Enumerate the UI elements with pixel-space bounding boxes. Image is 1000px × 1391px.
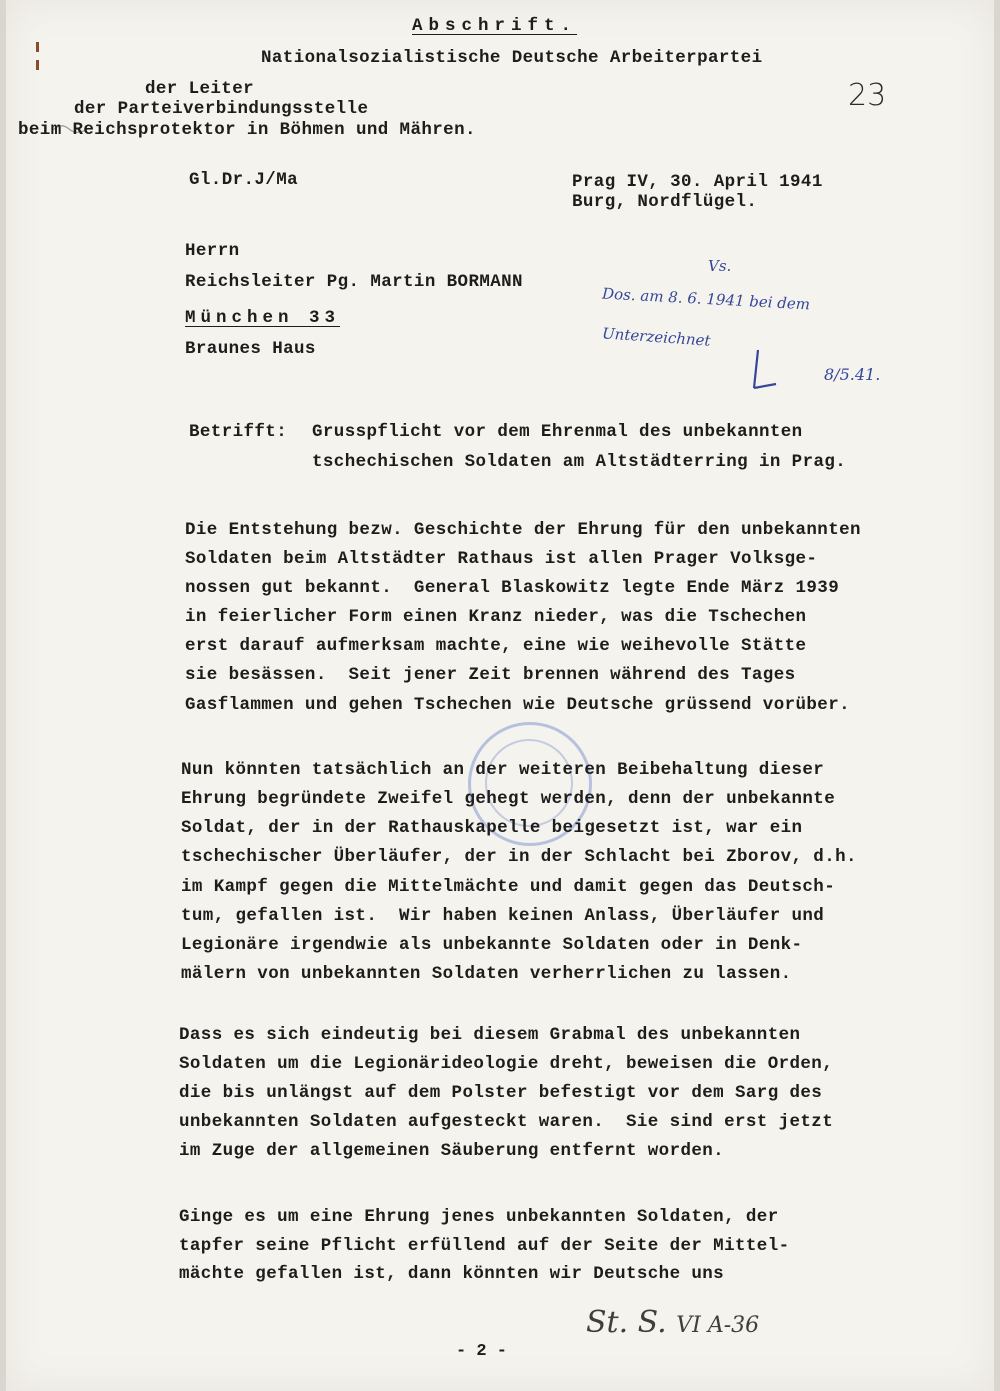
paragraph-2-line: tum, gefallen ist. Wir haben keinen Anlass, Überläufer und bbox=[181, 906, 825, 926]
sender-line-1: der Leiter bbox=[145, 79, 255, 99]
recipient-name: Reichsleiter Pg. Martin BORMANN bbox=[185, 272, 523, 292]
paragraph-1-line: Gasflammen und gehen Tschechen wie Deutsche grüssend vorüber. bbox=[185, 695, 851, 715]
paragraph-4-line: tapfer seine Pflicht erfüllend auf der Seite der Mittel- bbox=[179, 1236, 790, 1256]
party-name: Nationalsozialistische Deutsche Arbeiterpartei bbox=[261, 48, 763, 68]
place-date: Prag IV, 30. April 1941 bbox=[572, 172, 823, 192]
paragraph-3-line: Dass es sich eindeutig bei diesem Grabmal des unbekannten bbox=[179, 1025, 801, 1045]
paragraph-2-line: im Kampf gegen die Mittelmächte und damit gegen das Deutsch- bbox=[181, 877, 836, 897]
handwritten-note-line-1: Vs. bbox=[708, 257, 732, 275]
sender-line-3: beim Reichsprotektor in Böhmen und Mähren. bbox=[18, 120, 476, 140]
place-sub: Burg, Nordflügel. bbox=[572, 192, 758, 212]
paragraph-1-line: Soldaten beim Altstädter Rathaus ist allen Prager Volksge- bbox=[185, 549, 818, 569]
footer-page-number: - 2 - bbox=[456, 1342, 508, 1361]
paragraph-1-line: Die Entstehung bezw. Geschichte der Ehrung für den unbekannten bbox=[185, 520, 861, 540]
paragraph-1-line: nossen gut bekannt. General Blaskowitz legte Ende März 1939 bbox=[185, 578, 840, 598]
paragraph-1-line: in feierlicher Form einen Kranz nieder, was die Tschechen bbox=[185, 607, 807, 627]
recipient-building: Braunes Haus bbox=[185, 339, 316, 359]
paragraph-3-line: die bis unlängst auf dem Polster befestigt vor dem Sarg des bbox=[179, 1083, 823, 1103]
paragraph-3-line: unbekannten Soldaten aufgesteckt waren. Sie sind erst jetzt bbox=[179, 1112, 834, 1132]
recipient-salutation: Herrn bbox=[185, 241, 240, 261]
paragraph-2-line: Nun könnten tatsächlich an der weiteren Beibehaltung dieser bbox=[181, 760, 825, 780]
paragraph-2-line: Soldat, der in der Rathauskapelle beigesetzt ist, war ein bbox=[181, 818, 803, 838]
page-number-stamp: 23 bbox=[848, 78, 887, 113]
paragraph-1-line: erst darauf aufmerksam machte, eine wie weihevolle Stätte bbox=[185, 636, 807, 656]
archive-mark-letters: St. S. bbox=[586, 1305, 667, 1340]
paragraph-2-line: mälern von unbekannten Soldaten verherrlichen zu lassen. bbox=[181, 964, 792, 984]
paragraph-2-line: Ehrung begründete Zweifel gehegt werden, denn der unbekannte bbox=[181, 789, 836, 809]
paragraph-3-line: im Zuge der allgemeinen Säuberung entfernt worden. bbox=[179, 1141, 725, 1161]
paragraph-1-line: sie besässen. Seit jener Zeit brennen während des Tages bbox=[185, 665, 796, 685]
handwritten-note-date: 8/5.41. bbox=[824, 365, 881, 384]
subject-label: Betrifft: bbox=[189, 422, 288, 442]
punch-mark bbox=[36, 42, 39, 52]
handwritten-initial-icon bbox=[746, 346, 786, 392]
punch-mark bbox=[36, 60, 39, 70]
document-page bbox=[6, 0, 994, 1391]
paragraph-2-line: Legionäre irgendwie als unbekannte Soldaten oder in Denk- bbox=[181, 935, 803, 955]
sender-line-2: der Parteiverbindungsstelle bbox=[74, 99, 369, 119]
handwritten-note-line-2: Dos. am 8. 6. 1941 bei dem bbox=[601, 284, 811, 314]
paragraph-3-line: Soldaten um die Legionärideologie dreht, beweisen die Orden, bbox=[179, 1054, 834, 1074]
subject-line-1: Grusspflicht vor dem Ehrenmal des unbekannten bbox=[312, 422, 803, 442]
handwritten-note-line-3: Unterzeichnet bbox=[601, 324, 712, 350]
archive-mark bbox=[586, 1305, 759, 1340]
paragraph-4-line: mächte gefallen ist, dann könnten wir Deutsche uns bbox=[179, 1264, 725, 1284]
subject-line-2: tschechischen Soldaten am Altstädterring in Prag. bbox=[312, 452, 847, 472]
paragraph-4-line: Ginge es um eine Ehrung jenes unbekannten Soldaten, der bbox=[179, 1207, 779, 1227]
archive-number: VI A-36 bbox=[676, 1313, 760, 1338]
recipient-city: München 33 bbox=[185, 308, 341, 328]
document-title: Abschrift. bbox=[412, 16, 578, 36]
reference-code: Gl.Dr.J/Ma bbox=[189, 170, 299, 190]
paragraph-2-line: tschechischer Überläufer, der in der Schlacht bei Zborov, d.h. bbox=[181, 847, 857, 867]
